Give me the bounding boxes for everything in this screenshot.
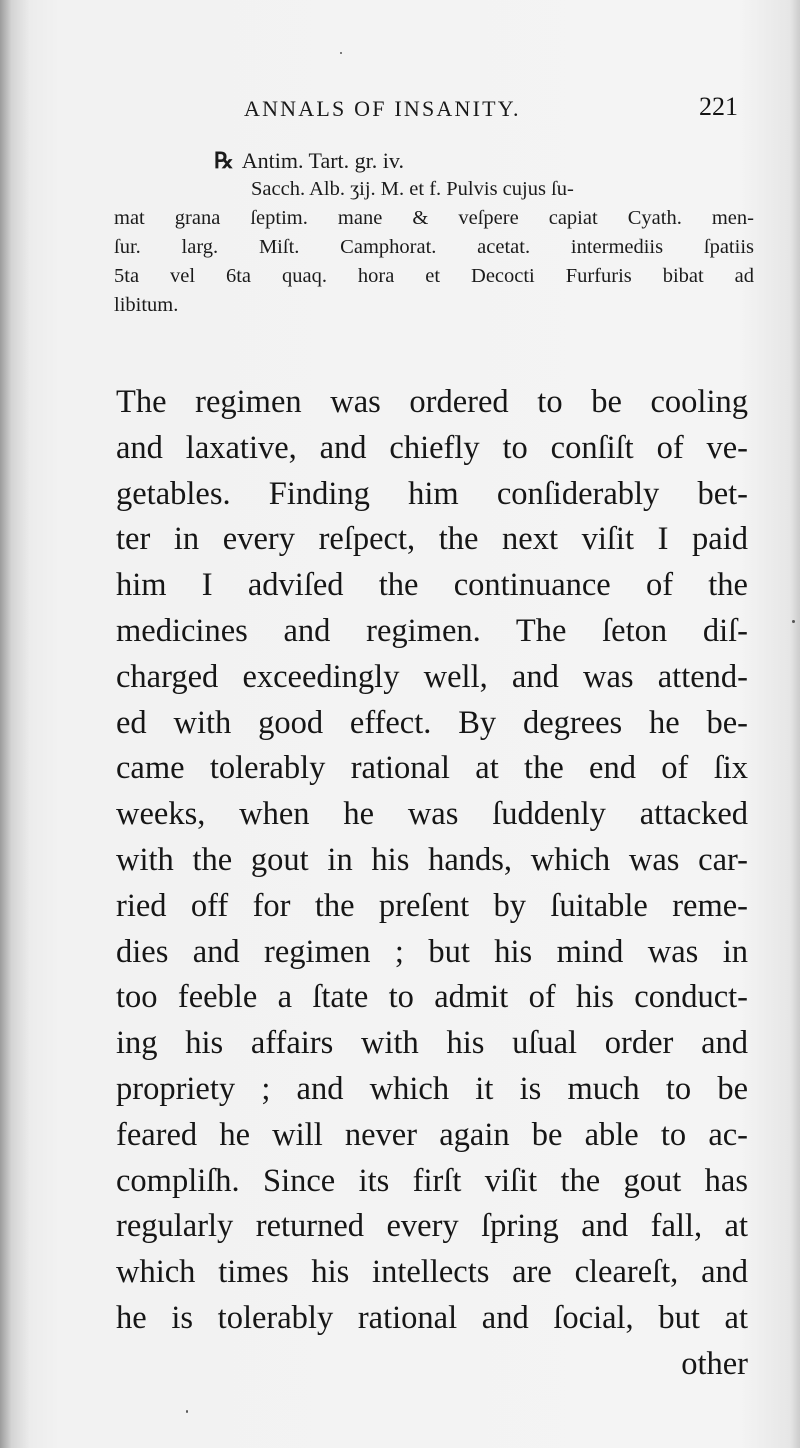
text-line: weeks, when he was ſuddenly attacked xyxy=(116,796,748,833)
prescription-line: libitum. xyxy=(114,294,179,316)
paper-speck xyxy=(792,620,795,623)
prescription-line: ſur. larg. Miſt. Camphorat. acetat. intermediis ſpatiis xyxy=(114,236,754,258)
text-line: came tolerably rational at the end of ſix xyxy=(116,750,748,787)
text-line: charged exceedingly well, and was attend- xyxy=(116,658,748,695)
text-line: getables. Finding him conſiderably bet- xyxy=(116,475,748,512)
text-line: medicines and regimen. The ſeton diſ- xyxy=(116,612,748,649)
text-line: he is tolerably rational and ſocial, but at xyxy=(116,1299,748,1336)
text-line: regularly returned every ſpring and fall, at xyxy=(116,1208,748,1245)
paper-speck xyxy=(186,1410,188,1413)
recipe-symbol-icon: ℞ xyxy=(214,148,234,173)
page-gutter-shadow xyxy=(0,0,12,1448)
text-line: and laxative, and chiefly to conſiſt of ve- xyxy=(116,429,748,466)
running-head: ANNALS OF INSANITY. xyxy=(244,96,521,121)
text-line: him I adviſed the continuance of the xyxy=(116,567,748,604)
text-line: propriety ; and which it is much to be xyxy=(116,1070,748,1107)
text-line: dies and regimen ; but his mind was in xyxy=(116,933,748,970)
text-line: ing his affairs with his uſual order and xyxy=(116,1025,748,1062)
body-text xyxy=(116,380,748,1388)
text-line: ried off for the preſent by ſuitable reme- xyxy=(116,887,748,924)
text-line: The regimen was ordered to be cooling xyxy=(116,384,748,420)
text-line: compliſh. Since its firſt viſit the gout has xyxy=(116,1162,748,1199)
prescription-block xyxy=(114,146,754,320)
prescription-line: mat grana ſeptim. mane & veſpere capiat Cyath. men- xyxy=(114,207,754,229)
prescription-line: 5ta vel 6ta quaq. hora et Decocti Furfuris bibat ad xyxy=(114,265,754,287)
page-header xyxy=(244,92,744,128)
paper-speck xyxy=(340,52,342,54)
page-number: 221 xyxy=(699,92,738,121)
prescription-line: Sacch. Alb. ʒij. M. et f. Pulvis cujus ſu- xyxy=(251,178,574,200)
text-line: feared he will never again be able to ac- xyxy=(116,1116,748,1153)
text-line: ter in every reſpect, the next viſit I paid xyxy=(116,521,748,558)
text-line: ed with good effect. By degrees he be- xyxy=(116,704,748,741)
prescription-line: ℞ Antim. Tart. gr. iv. xyxy=(214,148,404,173)
text-line: which times his intellects are cleareſt, and xyxy=(116,1254,748,1291)
text-line: with the gout in his hands, which was car- xyxy=(116,841,748,878)
text-line: too feeble a ſtate to admit of his conduct- xyxy=(116,979,748,1016)
catchword: other xyxy=(681,1345,748,1382)
